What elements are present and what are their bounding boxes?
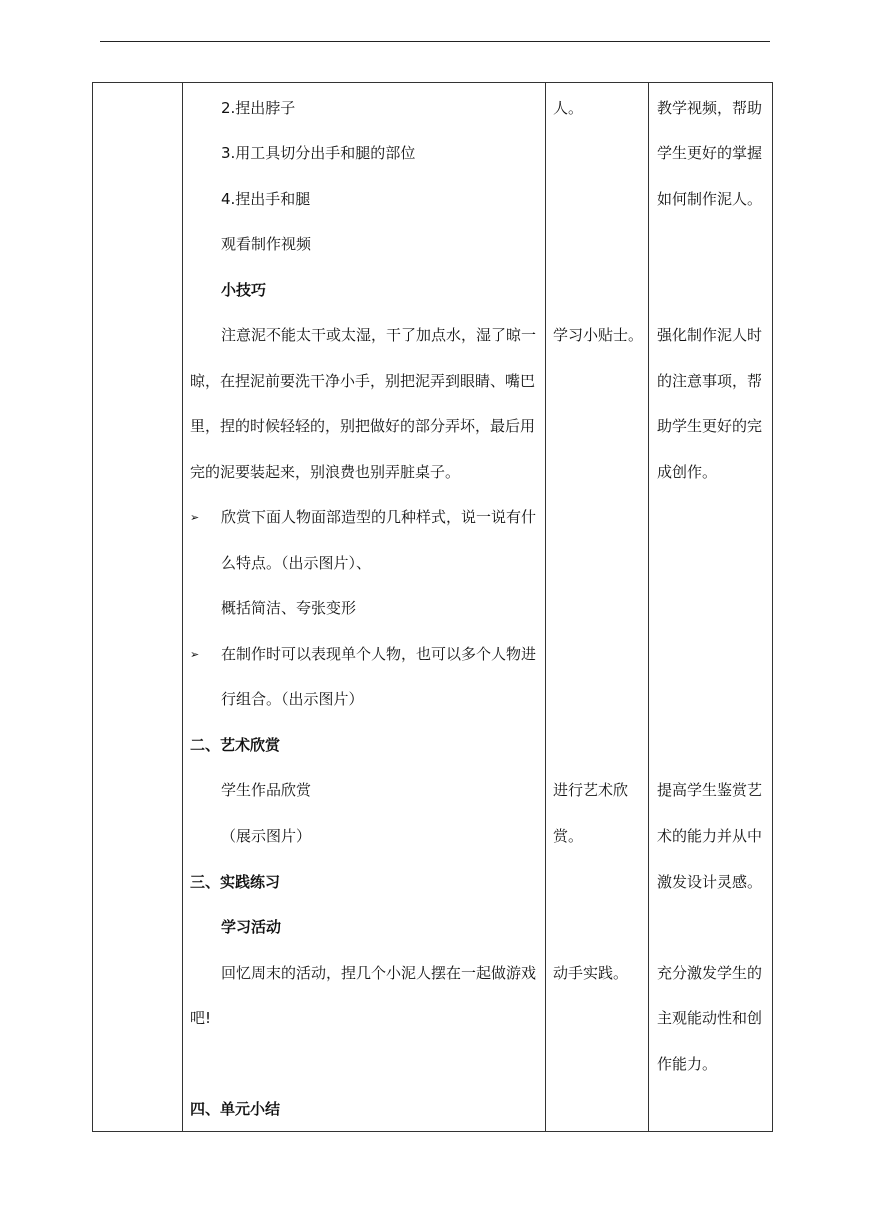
process-line: 学生作品欣赏 (221, 781, 312, 799)
process-line: （展示图片） (221, 827, 312, 845)
student-line: 赏。 (553, 827, 584, 845)
process-line: 在制作时可以表现单个人物，也可以多个人物进 (221, 645, 537, 663)
student-line: 动手实践。 (553, 964, 629, 982)
student-line: 人。 (553, 99, 584, 117)
intent-line: 充分激发学生的 (657, 964, 763, 982)
activity-heading: 学习活动 (221, 918, 282, 936)
intent-line: 强化制作泥人时 (657, 326, 763, 344)
bullet-arrow-icon: ➢ (190, 648, 200, 661)
column-divider (545, 83, 546, 1131)
intent-line: 作能力。 (657, 1055, 718, 1073)
intent-line: 提高学生鉴赏艺 (657, 781, 763, 799)
intent-line: 如何制作泥人。 (657, 190, 763, 208)
process-line: 4.捏出手和腿 (221, 190, 311, 208)
intent-line: 激发设计灵感。 (657, 873, 763, 891)
intent-line: 的注意事项，帮 (657, 372, 763, 390)
bullet-arrow-icon: ➢ (190, 511, 200, 524)
process-line: 么特点。（出示图片）、 (221, 554, 372, 572)
process-line: 注意泥不能太干或太湿，干了加点水，湿了晾一 (221, 326, 537, 344)
process-line: 2.捏出脖子 (221, 99, 296, 117)
process-line: 观看制作视频 (221, 235, 312, 253)
intent-line: 助学生更好的完 (657, 417, 763, 435)
intent-line: 学生更好的掌握 (657, 144, 763, 162)
student-line: 学习小贴士。 (553, 326, 644, 344)
intent-line: 主观能动性和创 (657, 1009, 763, 1027)
student-line: 进行艺术欣 (553, 781, 629, 799)
tips-heading: 小技巧 (221, 281, 267, 299)
section-heading: 二、艺术欣赏 (190, 736, 281, 754)
intent-line: 成创作。 (657, 463, 718, 481)
process-line: 晾，在捏泥前要洗干净小手，别把泥弄到眼睛、嘴巴 (190, 372, 536, 390)
section-heading: 三、实践练习 (190, 873, 281, 891)
process-line: 行组合。（出示图片） (221, 690, 364, 708)
process-line: 完的泥要装起来，别浪费也别弄脏桌子。 (190, 463, 461, 481)
section-heading: 四、单元小结 (190, 1100, 281, 1118)
process-line: 回忆周末的活动，捏几个小泥人摆在一起做游戏 (221, 964, 537, 982)
column-divider (182, 83, 183, 1131)
intent-line: 术的能力并从中 (657, 827, 763, 845)
process-line: 欣赏下面人物面部造型的几种样式，说一说有什 (221, 508, 537, 526)
page-header-rule (100, 41, 770, 42)
process-line: 概括简洁、夸张变形 (221, 599, 357, 617)
process-line: 吧! (190, 1009, 212, 1027)
process-line: 3.用工具切分出手和腿的部位 (221, 144, 416, 162)
column-divider (648, 83, 649, 1131)
intent-line: 教学视频，帮助 (657, 99, 763, 117)
process-line: 里，捏的时候轻轻的，别把做好的部分弄坏，最后用 (190, 417, 536, 435)
